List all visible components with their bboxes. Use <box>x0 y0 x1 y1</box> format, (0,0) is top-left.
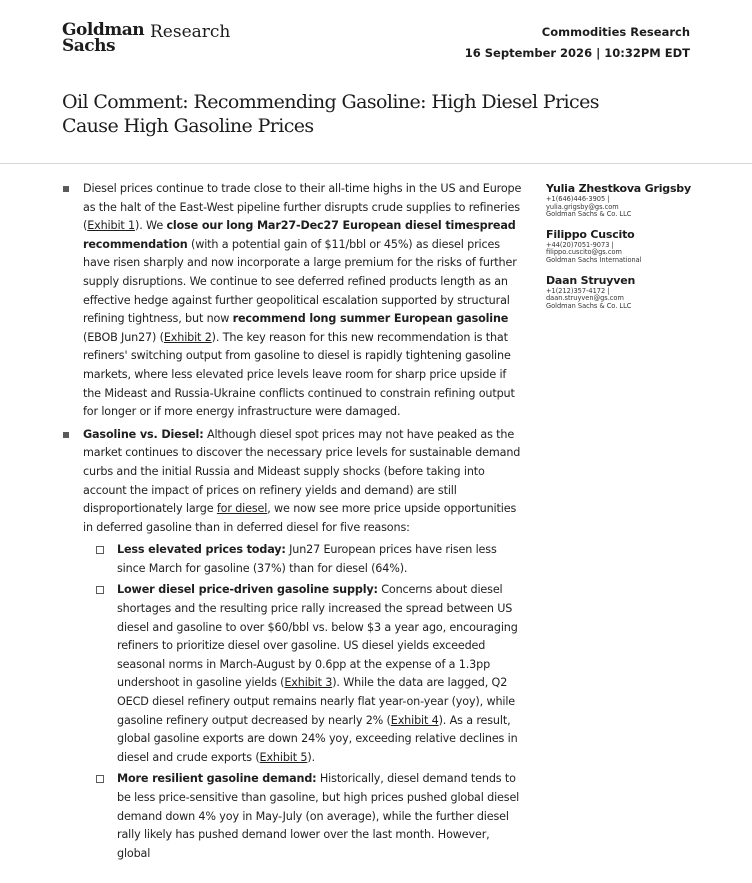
sub2-text-2: ). While the data are lagged, Q2 OECD diesel refinery output remains nearly flat year-on-year (yoy), while gasoline refinery output decreased by nearly 2% ( <box>117 676 516 727</box>
author-email[interactable]: yulia.grigsby@gs.com <box>546 202 619 211</box>
author-email[interactable]: filippo.cuscito@gs.com <box>546 248 622 257</box>
sub-bullet-gasoline-demand <box>62 770 524 863</box>
sub2-text-1: Concerns about diesel shortages and the resulting price rally increased the spread between US diesel and gasoline to over $60/bbl vs. below $3 a year ago, encouraging refiners to prioritize diesel over gasoline. US diesel yields exceeded seasonal norms in March-August by 0.6pp at the expense of a 1.3pp undershoot in gasoline yields ( <box>117 583 518 690</box>
author-name: Filippo Cuscito <box>546 227 635 241</box>
author-card <box>546 228 706 265</box>
for-diesel-link[interactable]: for diesel <box>216 502 268 516</box>
sub1-text: Jun27 European prices have risen less since March for gasoline (37%) than for diesel (64%). <box>117 543 497 575</box>
logo-line-1: Goldman <box>62 20 145 40</box>
exhibit-3-link[interactable]: Exhibit 3 <box>284 676 333 690</box>
author-name: Yulia Zhestkova Grigsby <box>546 182 691 195</box>
author-name: Daan Struyven <box>546 273 636 287</box>
report-datetime: 16 September 2026 | 10:32PM EDT <box>464 46 690 60</box>
author-firm: Goldman Sachs & Co. LLC <box>546 301 632 310</box>
sub-bullet-elevated-prices <box>62 541 524 578</box>
sub3-text: Historically, diesel demand tends to be less price-sensitive than gasoline, but high prices pushed global diesel demand down 4% yoy in May-July (on average), while the further diesel rally likely has pushed demand lower over the last month. However, global <box>117 772 520 860</box>
authors-sidebar <box>546 182 706 319</box>
p1-text-4: (EBOB Jun27) ( <box>83 330 164 344</box>
author-firm: Goldman Sachs International <box>546 255 642 264</box>
p2-bold: Gasoline vs. Diesel: <box>83 427 204 441</box>
author-firm: Goldman Sachs & Co. LLC <box>546 210 632 219</box>
sub2-bold: Lower diesel price-driven gasoline supply: <box>117 583 378 597</box>
sub-bullet-gasoline-supply <box>62 581 524 767</box>
p1-bold-2: recommend long summer European gasoline <box>232 312 509 326</box>
p2-text-2: , we now see more price upside opportunities in deferred gasoline than in deferred diesel for five reasons: <box>83 502 517 534</box>
bullet-gasoline-vs-diesel <box>62 426 524 538</box>
author-phone: +44(20)7051-9073 | <box>546 240 614 249</box>
author-card <box>546 182 706 219</box>
logo-line-2: Sachs <box>62 36 116 56</box>
goldman-sachs-logo <box>62 22 144 54</box>
sub1-bold: Less elevated prices today: <box>117 543 286 557</box>
exhibit-2-link[interactable]: Exhibit 2 <box>163 330 212 344</box>
author-phone: +1(212)357-4172 | <box>546 286 610 295</box>
p1-text-2: ). We <box>135 219 167 233</box>
sub2-text-4: ). <box>307 750 315 764</box>
p1-text-5: ). The key reason for this new recommendation is that refiners' switching output from gasoline to diesel is rapidly tightening gasoline markets, where less elevated price levels leave room for sharp price upside if the Mideast and Russia-Ukraine conflicts continued to constrain refining output for longer or if more energy infrastructure were damaged. <box>83 330 515 419</box>
p1-text-3: (with a potential gain of $11/bbl or 45%) as diesel prices have risen sharply and now incorporate a large premium for the risks of further supply disruptions. We continue to see deferred refined products length as an effective hedge against further geopolitical escalation supported by structural refining tightness, but now <box>83 237 517 326</box>
report-meta <box>465 22 690 64</box>
author-card <box>546 274 706 311</box>
exhibit-5-link[interactable]: Exhibit 5 <box>259 750 308 764</box>
report-body <box>62 180 524 866</box>
p2-text-1: Although diesel spot prices may not have peaked as the market continues to discover the necessary price levels for sustainable demand curbs and the initial Russia and Mideast supply shocks (before taking into account the impact of prices on refinery yields and demand) are still disproportionately large <box>83 427 521 516</box>
author-email[interactable]: daan.struyven@gs.com <box>546 294 624 303</box>
exhibit-4-link[interactable]: Exhibit 4 <box>390 713 439 727</box>
exhibit-1-link[interactable]: Exhibit 1 <box>87 219 136 233</box>
sub3-bold: More resilient gasoline demand: <box>117 772 317 786</box>
report-category: Commodities Research <box>541 25 690 39</box>
author-phone: +1(646)446-3905 | <box>546 195 610 203</box>
logo-research-label: Research <box>150 22 231 42</box>
p1-bold-1: close our long Mar27-Dec27 European diesel timespread recommendation <box>83 219 516 251</box>
bullet-summary <box>62 180 524 422</box>
sub2-text-3: ). As a result, global gasoline exports are down 24% yoy, exceeding relative declines in diesel and crude exports ( <box>117 713 518 764</box>
header-divider <box>0 163 752 164</box>
p1-text-1: Diesel prices continue to trade close to their all-time highs in the US and Europe as the halt of the East-West pipeline further disrupts crude supplies to refineries ( <box>83 182 522 233</box>
page-title: Oil Comment: Recommending Gasoline: High Diesel Prices Cause High Gasoline Prices <box>62 91 599 137</box>
